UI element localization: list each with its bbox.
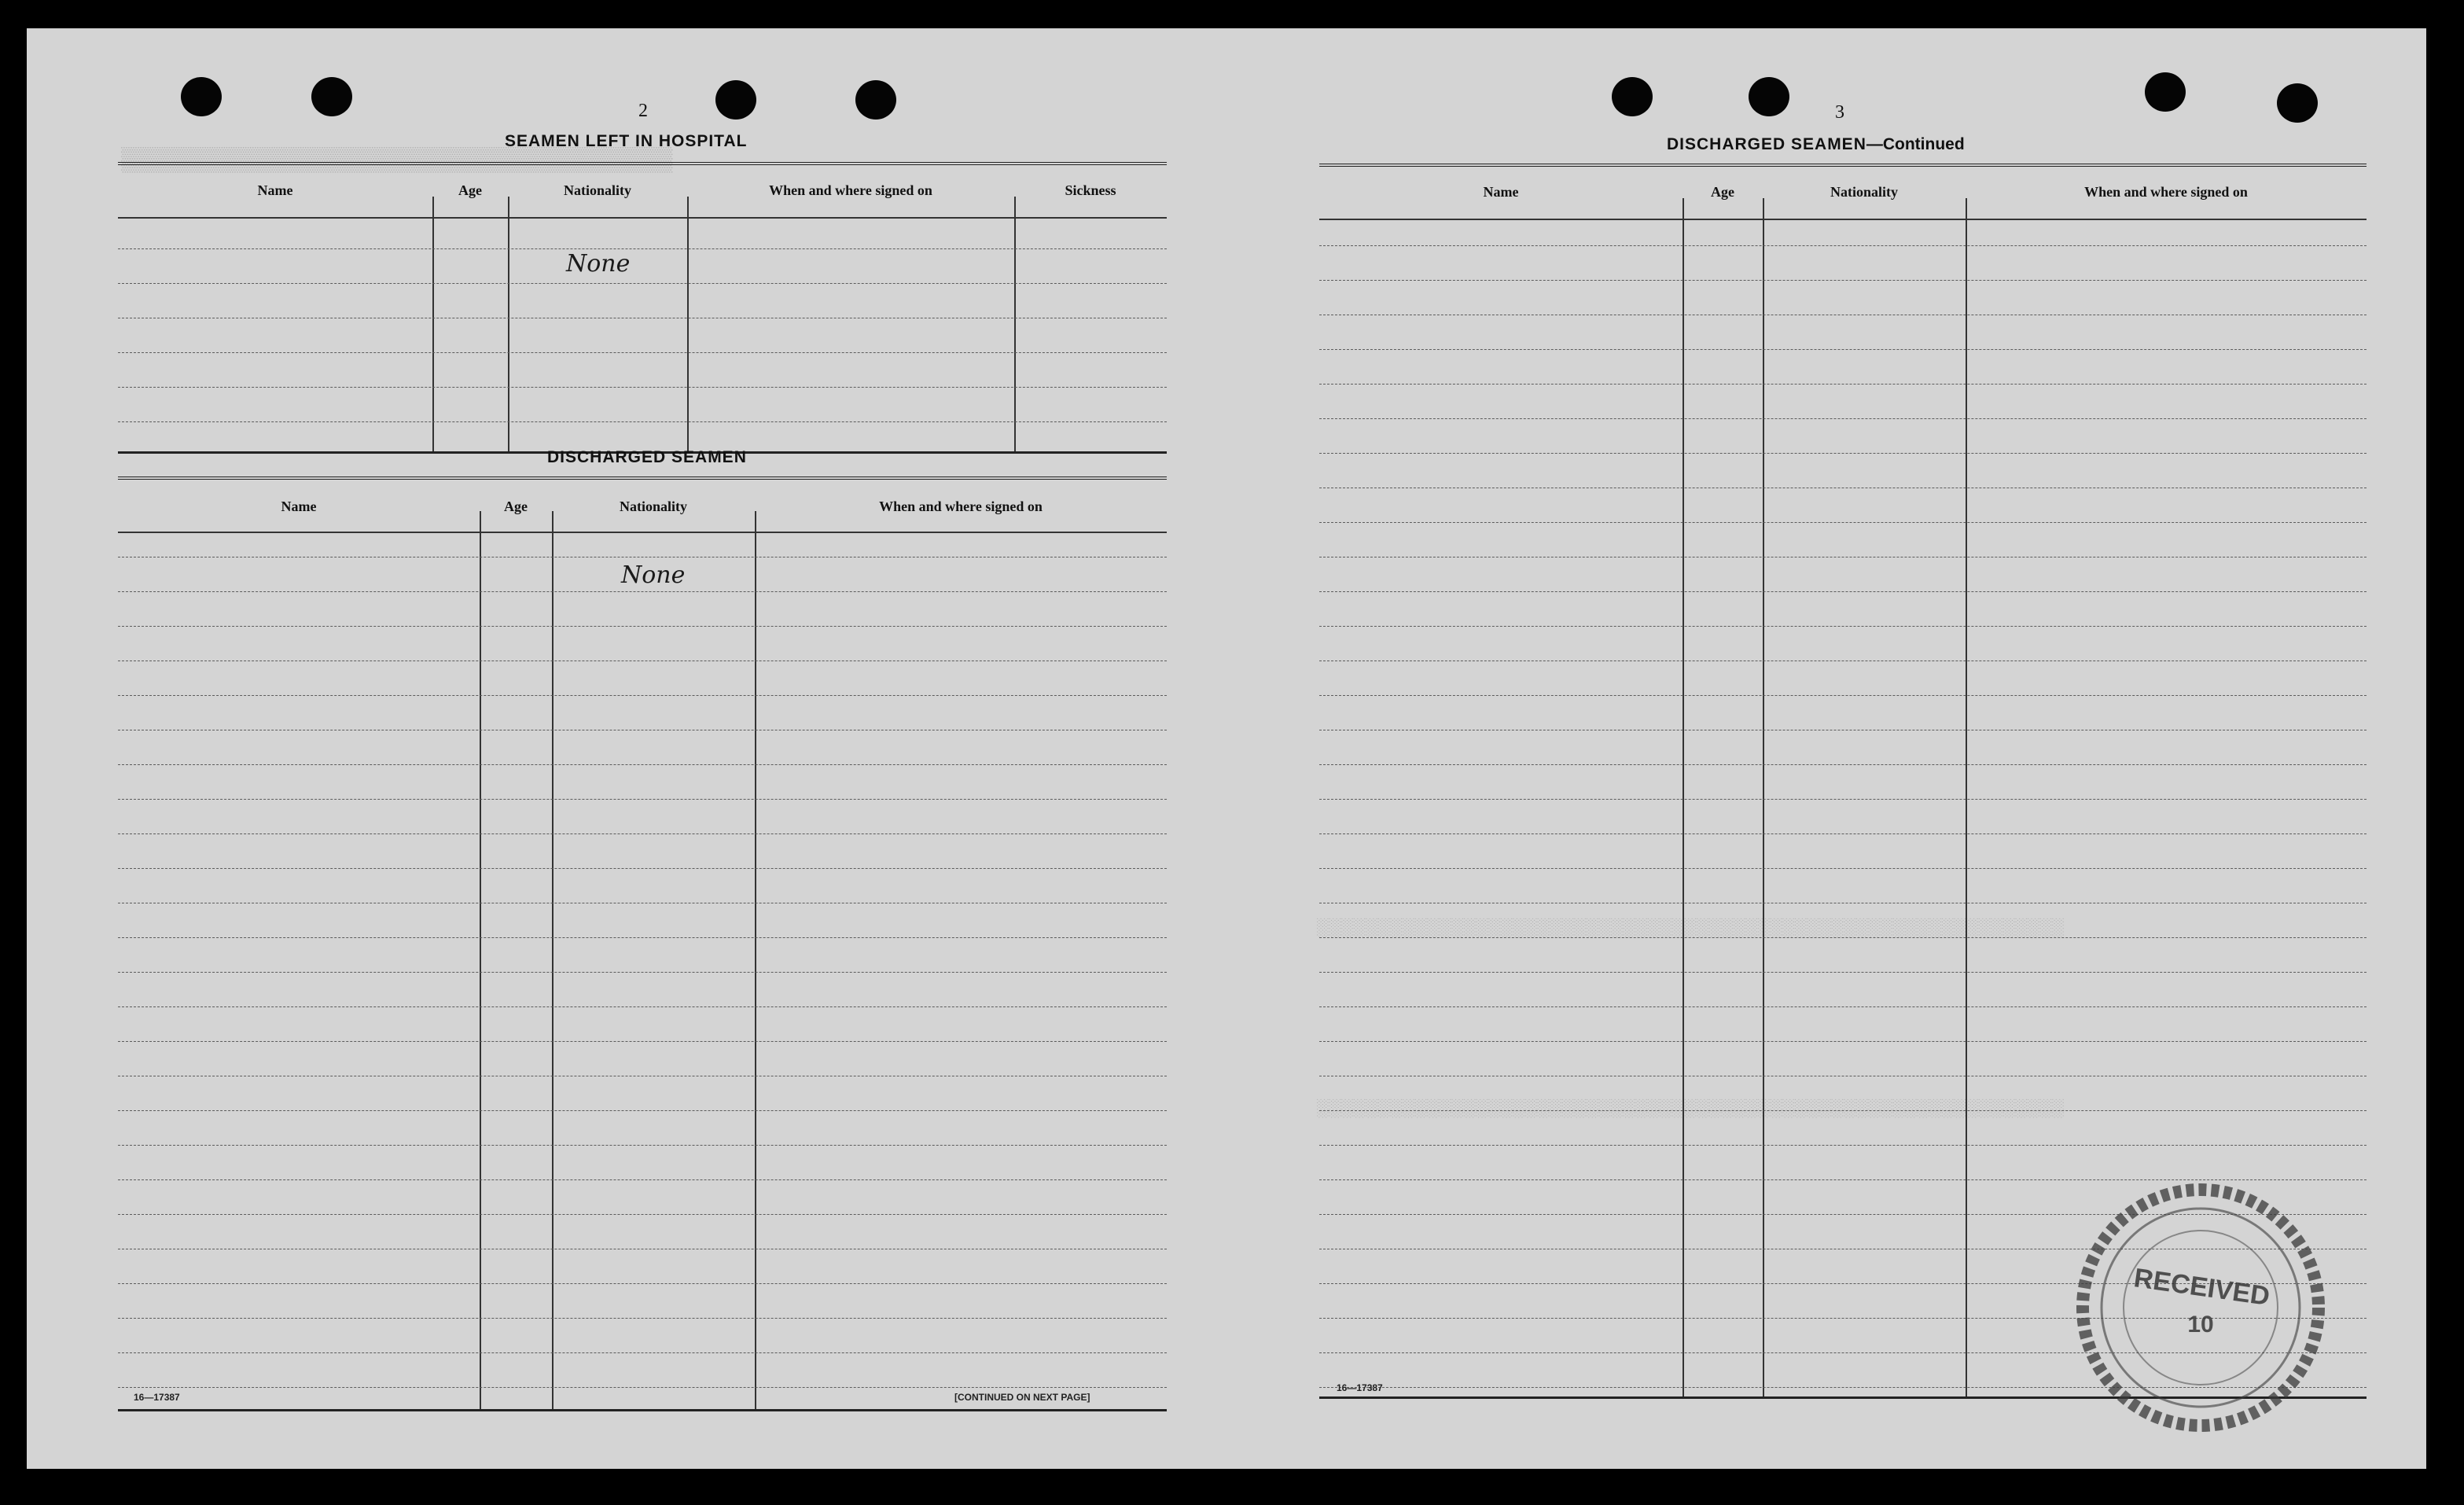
discharged-table-header bbox=[118, 480, 1167, 533]
row-rule bbox=[118, 764, 1167, 765]
row-rule bbox=[118, 868, 1167, 869]
row-rule bbox=[118, 626, 1167, 627]
handwritten-entry: None bbox=[621, 561, 686, 589]
row-rule bbox=[1319, 626, 2367, 627]
discharged-table bbox=[118, 477, 1167, 1409]
discharged-continued-header bbox=[1319, 167, 2367, 220]
row-rule bbox=[118, 1214, 1167, 1215]
row-rule bbox=[1319, 937, 2367, 938]
row-rule bbox=[1319, 418, 2367, 419]
punch-hole bbox=[1749, 77, 1789, 116]
row-rule bbox=[118, 1179, 1167, 1180]
row-rule bbox=[118, 972, 1167, 973]
column-header-age: Age bbox=[458, 182, 482, 198]
punch-hole bbox=[1612, 77, 1653, 116]
form-number: 16—17387 bbox=[134, 1392, 180, 1403]
punch-hole bbox=[181, 77, 222, 116]
continued-note: [CONTINUED ON NEXT PAGE] bbox=[954, 1392, 1090, 1403]
row-rule bbox=[1319, 591, 2367, 592]
row-rule bbox=[1319, 384, 2367, 385]
row-rule bbox=[1319, 695, 2367, 696]
row-rule bbox=[1319, 1006, 2367, 1007]
column-header-name: Name bbox=[257, 182, 293, 198]
received-stamp bbox=[2071, 1178, 2330, 1437]
row-rule bbox=[1319, 799, 2367, 800]
row-rule bbox=[118, 1006, 1167, 1007]
hospital-section-title: SEAMEN LEFT IN HOSPITAL bbox=[505, 132, 748, 150]
hospital-table-header bbox=[118, 165, 1167, 219]
row-rule bbox=[1319, 972, 2367, 973]
punch-hole bbox=[2145, 72, 2186, 112]
bleed-through-text: ░░░░░░░░░░░░░░░░░░░░░░░░░░░░░░░░░░░░░░░░░░░░░░░░░░░░░░░░░░░░░ bbox=[1316, 917, 2064, 936]
row-rule bbox=[1319, 245, 2367, 246]
row-rule bbox=[118, 1387, 1167, 1388]
column-header-sickness: Sickness bbox=[1065, 182, 1116, 198]
row-rule bbox=[118, 1041, 1167, 1042]
column-header-signed-on: When and where signed on bbox=[2084, 184, 2248, 200]
row-rule bbox=[118, 591, 1167, 592]
row-rule bbox=[1319, 280, 2367, 281]
row-rule bbox=[118, 937, 1167, 938]
row-rule bbox=[1319, 522, 2367, 523]
form-number: 16—17387 bbox=[1337, 1382, 1383, 1393]
stamp-day: 10 bbox=[2187, 1312, 2214, 1338]
punch-hole bbox=[855, 80, 896, 120]
discharged-title-text: DISCHARGED SEAMEN bbox=[1667, 135, 1866, 153]
column-header-signed-on: When and where signed on bbox=[769, 182, 932, 198]
hospital-table bbox=[118, 162, 1167, 453]
row-rule bbox=[118, 1145, 1167, 1146]
row-rule bbox=[118, 799, 1167, 800]
punch-hole bbox=[715, 80, 756, 120]
row-rule bbox=[1319, 868, 2367, 869]
document-sheet bbox=[27, 28, 2426, 1469]
row-rule bbox=[118, 1318, 1167, 1319]
row-rule bbox=[118, 1352, 1167, 1353]
page-number: 2 bbox=[638, 101, 648, 121]
discharged-continued-title bbox=[1667, 135, 1965, 154]
column-header-age: Age bbox=[1711, 184, 1734, 200]
bleed-through-text: ░░░░░░░░░░░░░░░░░░░░░░░░░░░░░░░░░░░░░░░░░░░░░░░░░░░░░░░░░░░░░ bbox=[1316, 1098, 2064, 1117]
handwritten-entry: None bbox=[566, 250, 631, 278]
punch-hole bbox=[2277, 83, 2318, 123]
row-rule bbox=[118, 833, 1167, 834]
row-rule bbox=[1319, 764, 2367, 765]
column-header-age: Age bbox=[504, 499, 528, 514]
row-rule bbox=[1319, 833, 2367, 834]
row-rule bbox=[118, 695, 1167, 696]
page-number: 3 bbox=[1835, 102, 1844, 123]
column-header-nationality: Nationality bbox=[619, 499, 687, 514]
continued-suffix: —Continued bbox=[1866, 135, 1965, 153]
column-header-signed-on: When and where signed on bbox=[879, 499, 1043, 514]
row-rule bbox=[118, 1283, 1167, 1284]
punch-hole bbox=[311, 77, 352, 116]
stamp-label: RECEIVED bbox=[2131, 1263, 2272, 1312]
row-rule bbox=[1319, 1041, 2367, 1042]
row-rule bbox=[1319, 349, 2367, 350]
column-header-nationality: Nationality bbox=[1830, 184, 1898, 200]
column-header-nationality: Nationality bbox=[563, 182, 631, 198]
column-header-name: Name bbox=[281, 499, 317, 514]
row-rule bbox=[1319, 1145, 2367, 1146]
bleed-through-text: ▒▒▒▒▒▒▒▒▒▒▒▒▒▒▒▒▒▒▒▒▒▒▒▒▒▒▒▒▒▒▒▒▒ bbox=[121, 146, 673, 172]
discharged-section-title: DISCHARGED SEAMEN bbox=[547, 448, 747, 466]
row-rule bbox=[1319, 1110, 2367, 1111]
row-rule bbox=[1319, 453, 2367, 454]
row-rule bbox=[118, 1110, 1167, 1111]
column-header-name: Name bbox=[1483, 184, 1519, 200]
